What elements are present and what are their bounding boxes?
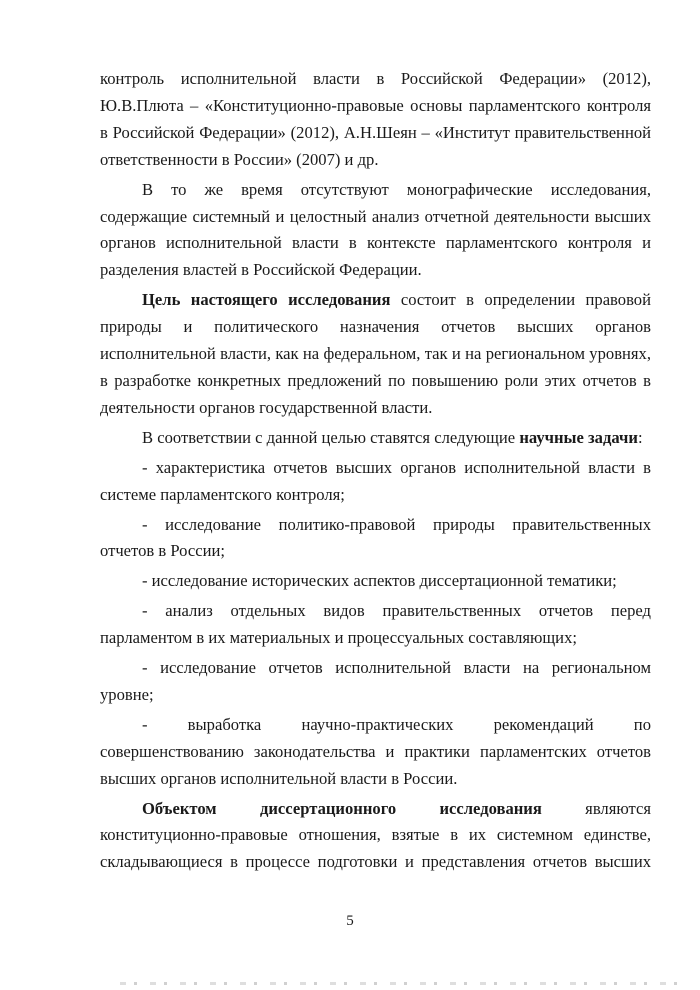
text-line: - исследование исторических аспектов диссертационной тематики; <box>142 571 617 591</box>
text-line: содержащие системный и целостный анализ отчетной деятельности высших <box>100 206 651 226</box>
goal-heading: Цель настоящего исследования <box>142 290 391 310</box>
object-first-line: являются <box>541 798 651 818</box>
text-line: складывающиеся в процессе подготовки и представления отчетов высших <box>100 852 651 872</box>
text-line: в разработке конкретных предложений по повышению роли этих отчетов в <box>100 370 651 390</box>
text-line: совершенствованию законодательства и практики парламентских отчетов <box>100 741 651 761</box>
text-line <box>100 796 651 823</box>
goal-first-line: состоит в определении правовой <box>390 290 651 310</box>
text-line <box>100 425 651 452</box>
text-line: - характеристика отчетов высших органов исполнительной власти в <box>142 457 651 477</box>
text-line: ответственности в России» (2007) и др. <box>100 149 379 169</box>
list-item-task <box>100 598 651 652</box>
text-line: природы и политического назначения отчетов высших органов <box>100 317 651 337</box>
scan-edge-artifact <box>120 982 690 985</box>
text-line: органов исполнительной власти в контексте парламентского контроля и <box>100 233 651 253</box>
text-line: деятельности органов государственной власти. <box>100 397 433 417</box>
list-item-task <box>100 512 651 566</box>
text-line: - исследование отчетов исполнительной власти на региональном <box>142 658 651 678</box>
paragraph-research-object <box>100 796 651 877</box>
object-heading: Объектом диссертационного исследования <box>142 798 542 818</box>
document-body <box>100 66 651 876</box>
text-line: В то же время отсутствуют монографические исследования, <box>142 179 651 199</box>
list-item-task <box>100 568 651 595</box>
text-line: контроль исполнительной власти в Российской Федерации» (2012), <box>100 69 651 88</box>
list-item-task <box>100 712 651 793</box>
text-line: в Российской Федерации» (2012), А.Н.Шеян – «Институт правительственной <box>100 122 651 142</box>
text-line <box>100 287 651 314</box>
tasks-intro-lead: В соответствии с данной целью ставятся следующие <box>142 427 520 447</box>
text-line: отчетов в России; <box>100 541 225 561</box>
list-item-task <box>100 655 651 709</box>
text-line: - анализ отдельных видов правительственных отчетов перед <box>142 601 651 621</box>
text-line: уровне; <box>100 684 154 704</box>
tasks-intro-tail: : <box>637 427 643 447</box>
text-line: разделения властей в Российской Федерации. <box>100 260 422 280</box>
text-line: Ю.В.Плюта – «Конституционно-правовые основы парламентского контроля <box>100 95 651 115</box>
text-line: высших органов исполнительной власти в России. <box>100 768 458 788</box>
text-line: парламентом в их материальных и процессуальных составляющих; <box>100 628 577 648</box>
paragraph-continuation <box>100 66 651 174</box>
paragraph-no-studies <box>100 177 651 285</box>
paragraph-research-goal <box>100 287 651 422</box>
list-item-task <box>100 455 651 509</box>
text-line: системе парламентского контроля; <box>100 484 345 504</box>
text-line: - выработка научно-практических рекомендаций по <box>142 714 651 734</box>
text-line: конституционно-правовые отношения, взятые в их системном единстве, <box>100 825 651 845</box>
paragraph-tasks-intro <box>100 425 651 452</box>
tasks-heading: научные задачи <box>519 427 638 447</box>
text-line: - исследование политико-правовой природы правительственных <box>142 514 651 534</box>
text-line: исполнительной власти, как на федеральном, так и на региональном уровнях, <box>100 344 651 364</box>
page-number: 5 <box>346 913 354 929</box>
